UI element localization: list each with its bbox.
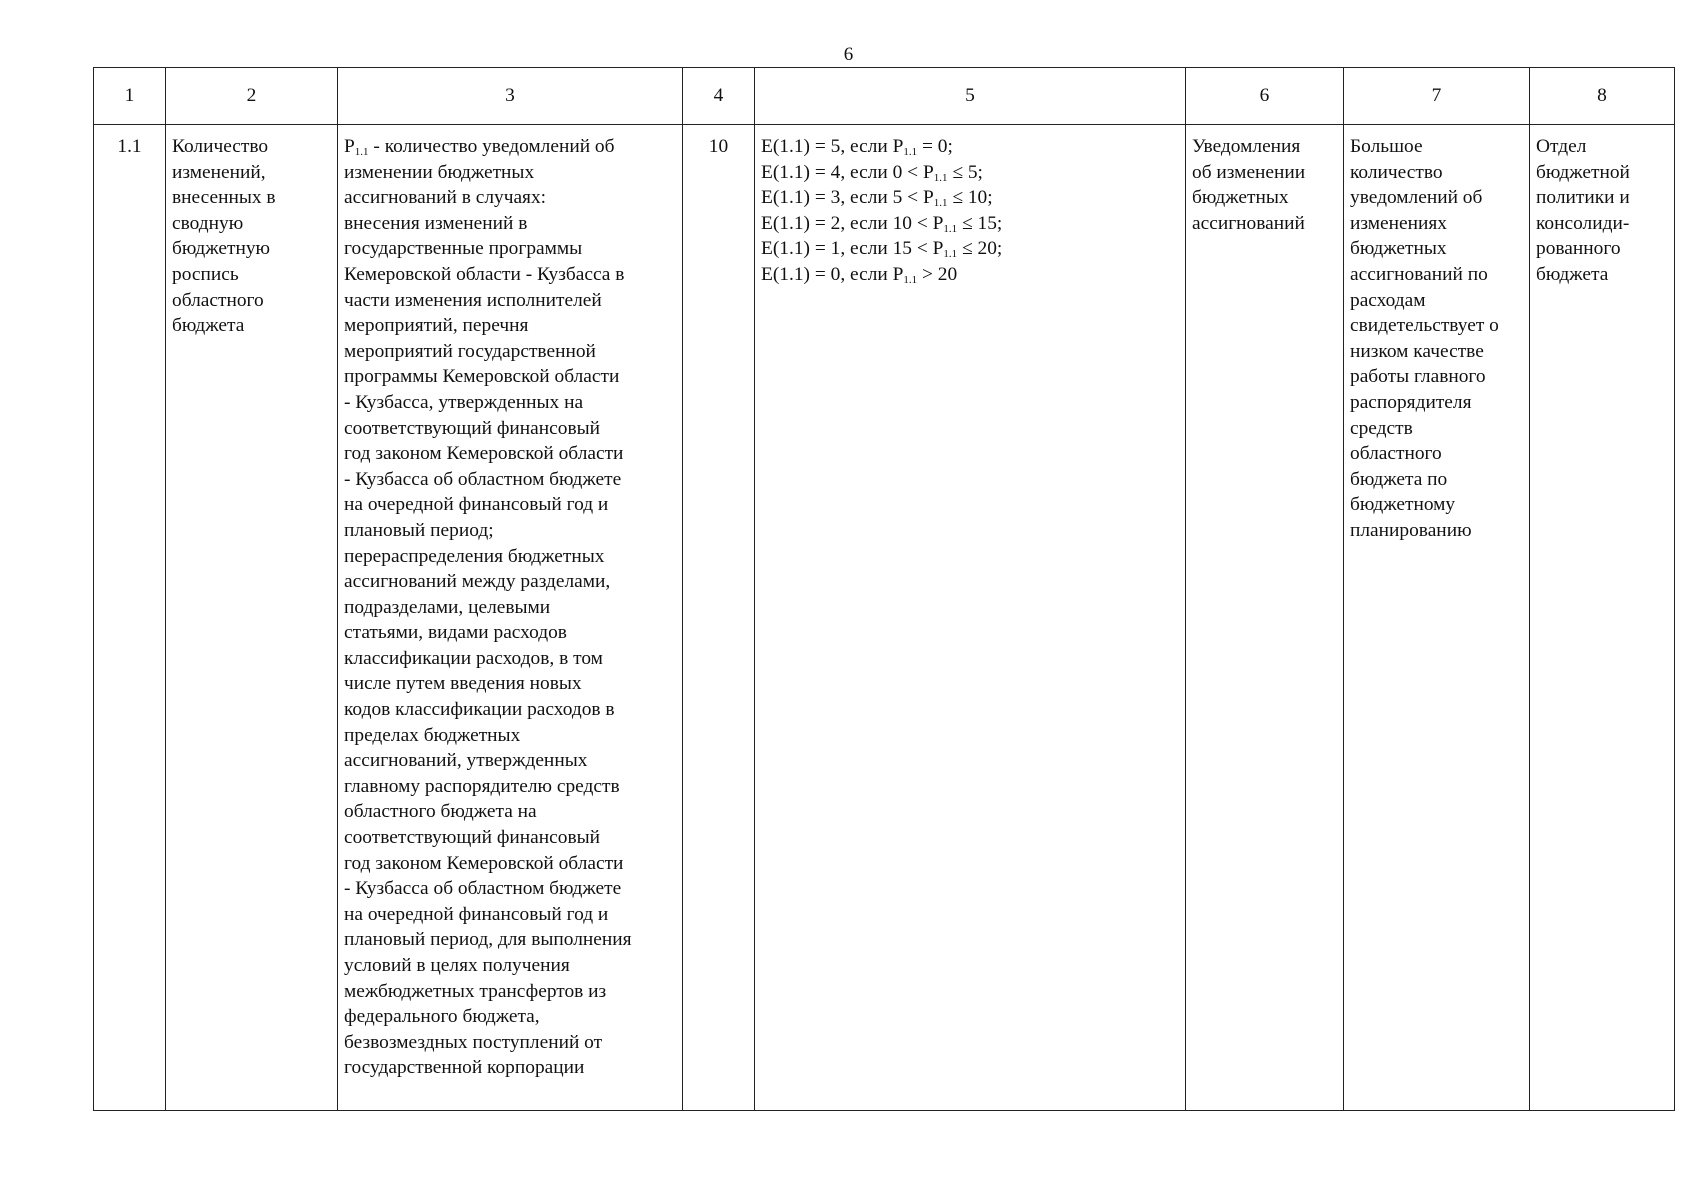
text-line: перераспределения бюджетных <box>344 545 605 567</box>
text-line: межбюджетных трансфертов из <box>344 980 607 1002</box>
text-line: год законом Кемеровской области <box>344 852 624 874</box>
text-line: плановый период; <box>344 519 494 541</box>
text-line: пределах бюджетных <box>344 724 521 746</box>
text-line: ассигнований в случаях: <box>344 187 547 209</box>
scale-line-condition: ≤ 10; <box>947 187 993 209</box>
text-line: ассигнований, утвержденных <box>344 750 588 772</box>
text-line: безвозмездных поступлений от <box>344 1031 603 1053</box>
text-line: подразделами, целевыми <box>344 596 551 618</box>
text-line: мероприятий государственной <box>344 340 596 362</box>
text-line: Уведомления <box>1192 136 1301 157</box>
text-line: классификации расходов, в том <box>344 647 603 669</box>
text-line: Большое <box>1350 136 1423 157</box>
header-col-4: 4 <box>683 68 755 125</box>
text-line: низком качестве <box>1350 340 1484 362</box>
text-line: условий в целях получения <box>344 955 570 976</box>
row-number: 1.1 <box>117 136 142 157</box>
header-col-6: 6 <box>1186 68 1344 125</box>
scale-line-text: E(1.1) = 1, если 15 < P <box>761 238 944 260</box>
source-cell <box>1186 125 1344 1111</box>
text-line: изменений, <box>172 161 266 183</box>
scale-line-subscript: 1.1 <box>943 222 958 235</box>
text-line: Кемеровской области - Кузбасса в <box>344 263 625 285</box>
source-text <box>1192 134 1337 236</box>
header-col-5: 5 <box>755 68 1186 125</box>
formula-cell <box>338 125 683 1111</box>
text-line: программы Кемеровской области <box>344 366 620 388</box>
text-line: роспись <box>172 263 239 285</box>
text-line: Отдел <box>1536 136 1587 157</box>
text-line: части изменения исполнителей <box>344 289 602 311</box>
indicator-name-cell <box>166 125 338 1111</box>
scale-line-text: E(1.1) = 0, если P <box>761 263 904 285</box>
text-line: внесенных в <box>172 187 276 209</box>
text-line: областного <box>1350 443 1442 465</box>
text-line: главному распорядителю средств <box>344 775 620 797</box>
scale-line <box>761 236 1179 262</box>
text-line: изменениях <box>1350 212 1447 234</box>
text-line: рованного <box>1536 238 1621 260</box>
scale-line-text: E(1.1) = 5, если P <box>761 136 904 157</box>
formula-first-line-text: - количество уведомлений об <box>368 136 615 157</box>
text-line: свидетельствует о <box>1350 315 1499 337</box>
scale-line-subscript: 1.1 <box>933 197 948 210</box>
comment-text <box>1350 134 1523 544</box>
text-line: плановый период, для выполнения <box>344 929 632 951</box>
scale-line-condition: = 0; <box>917 136 953 157</box>
scale-line-condition: > 20 <box>917 263 958 285</box>
responsible-cell <box>1530 125 1675 1111</box>
text-line: консолиди- <box>1536 212 1630 234</box>
text-line: ассигнований между разделами, <box>344 571 611 593</box>
text-line: уведомлений об <box>1350 187 1483 209</box>
text-line: на очередной финансовый год и <box>344 903 609 925</box>
text-line: политики и <box>1536 187 1630 209</box>
text-line: соответствующий финансовый <box>344 417 601 439</box>
scale-line-subscript: 1.1 <box>903 146 918 158</box>
comment-cell <box>1344 125 1530 1111</box>
text-line: ассигнований по <box>1350 263 1488 285</box>
table-row <box>94 125 1675 1111</box>
text-line: бюджетной <box>1536 161 1630 183</box>
scale-line-text: E(1.1) = 4, если 0 < P <box>761 161 934 183</box>
text-line: государственной корпорации <box>344 1057 585 1079</box>
indicator-name <box>172 134 331 339</box>
header-col-1: 1 <box>94 68 166 125</box>
scale-list <box>761 134 1179 288</box>
text-line: бюджетных <box>1350 238 1447 260</box>
header-col-8: 8 <box>1530 68 1675 125</box>
text-line: - Кузбасса, утвержденных на <box>344 391 584 413</box>
indicator-table <box>93 67 1675 1111</box>
text-line: год законом Кемеровской области <box>344 443 624 465</box>
text-line: государственные программы <box>344 238 583 260</box>
scale-line-subscript: 1.1 <box>903 273 918 286</box>
text-line: Количество <box>172 136 269 157</box>
text-line: статьями, видами расходов <box>344 622 567 644</box>
header-col-3: 3 <box>338 68 683 125</box>
scale-line-subscript: 1.1 <box>933 171 948 184</box>
row-number-cell <box>94 125 166 1111</box>
header-col-7: 7 <box>1344 68 1530 125</box>
text-line: количество <box>1350 161 1443 183</box>
text-line: об изменении <box>1192 161 1306 183</box>
text-line: расходам <box>1350 289 1426 311</box>
scale-line-condition: ≤ 15; <box>957 212 1003 234</box>
scale-line <box>761 211 1179 237</box>
text-line: числе путем введения новых <box>344 673 582 695</box>
scale-line <box>761 134 1179 160</box>
scale-cell <box>755 125 1186 1111</box>
scale-line <box>761 160 1179 186</box>
text-line: планированию <box>1350 519 1472 541</box>
text-line: бюджетную <box>172 238 271 260</box>
text-line: бюджета <box>172 315 245 337</box>
text-line: сводную <box>172 212 244 234</box>
text-line: бюджета <box>1536 263 1609 285</box>
text-line: мероприятий, перечня <box>344 315 529 337</box>
header-col-2: 2 <box>166 68 338 125</box>
text-line: распорядителя <box>1350 391 1472 413</box>
formula-variable-subscript: 1.1 <box>354 146 369 158</box>
scale-line <box>761 185 1179 211</box>
scale-line-text: E(1.1) = 3, если 5 < P <box>761 187 934 209</box>
text-line: ассигнований <box>1192 212 1305 234</box>
formula-first-line <box>344 134 676 160</box>
text-line: внесения изменений в <box>344 212 528 234</box>
text-line: - Кузбасса об областном бюджете <box>344 468 622 490</box>
text-line: средств <box>1350 417 1413 439</box>
page-number: 6 <box>843 44 854 65</box>
formula-description <box>344 160 676 1081</box>
responsible-text <box>1536 134 1668 288</box>
header-row <box>94 68 1675 125</box>
scale-line-condition: ≤ 5; <box>947 161 983 183</box>
text-line: соответствующий финансовый <box>344 827 601 849</box>
weight-cell <box>683 125 755 1111</box>
text-line: бюджета по <box>1350 468 1448 490</box>
text-line: областного бюджета на <box>344 801 537 823</box>
text-line: на очередной финансовый год и <box>344 494 609 516</box>
text-line: бюджетных <box>1192 187 1289 209</box>
text-line: - Кузбасса об областном бюджете <box>344 878 622 900</box>
scale-line <box>761 262 1179 288</box>
text-line: кодов классификации расходов в <box>344 699 615 721</box>
weight-value: 10 <box>708 136 729 157</box>
scale-line-text: E(1.1) = 2, если 10 < P <box>761 212 944 234</box>
formula-variable: P <box>344 136 355 157</box>
text-line: областного <box>172 289 264 311</box>
text-line: изменении бюджетных <box>344 161 535 183</box>
text-line: работы главного <box>1350 366 1486 388</box>
scale-line-condition: ≤ 20; <box>957 238 1003 260</box>
scale-line-subscript: 1.1 <box>943 248 958 261</box>
text-line: бюджетному <box>1350 494 1456 516</box>
text-line: федерального бюджета, <box>344 1006 540 1028</box>
